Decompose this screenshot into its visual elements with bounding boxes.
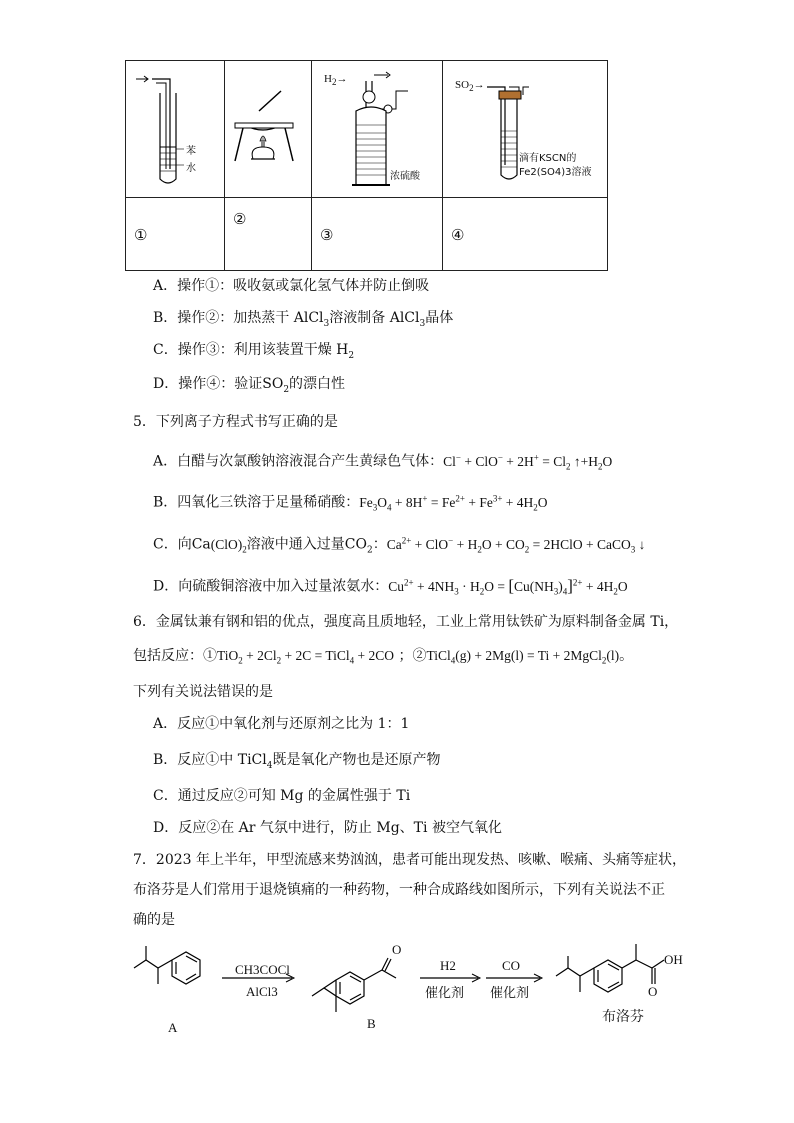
q5-option-a	[153, 447, 612, 476]
h2-in-label: $H_2\to$	[324, 73, 348, 88]
option-text: 既是氧化产物也是还原产物	[272, 752, 441, 768]
apparatus-3-number-cell	[312, 198, 443, 271]
q4-option-d	[153, 374, 345, 400]
subscript: 2	[348, 350, 355, 361]
reagent-2-top: H2	[440, 958, 456, 973]
subscript: 3	[419, 318, 426, 329]
so2-subscript: 2	[469, 83, 474, 94]
iron-sulfate-label: Fe2(SO4)3溶液	[519, 167, 592, 178]
reaction-1: $TiO_2 + 2Cl_2 + 2C$ = TiCl$_4$ + 2CO	[217, 648, 395, 666]
reaction-2-marker: ②	[412, 648, 427, 664]
reagent-3-top: CO	[502, 958, 521, 973]
option-letter: C．	[153, 342, 178, 358]
reaction-2: TiCl$_4$(g) + 2Mg(l) = Ti + 2MgCl$_2$(l)	[426, 648, 620, 666]
apparatus-1-number-cell	[126, 198, 225, 271]
equation-a: $Cl^- + ClO^- + 2H^+ = Cl_2$ $↑+H_2O$	[443, 452, 613, 472]
q7-stem-line1: 7．2023 年上半年，甲型流感来势汹汹，患者可能出现发热、咳嗽、喉痛、头痛等症状，	[133, 852, 686, 868]
q7-stem-line3: 确的是	[133, 912, 175, 928]
q6-option-d	[153, 818, 502, 838]
subscript: 3	[323, 318, 330, 329]
ketone-oxygen-label: O	[392, 942, 402, 957]
option-letter: C．	[153, 536, 178, 553]
q5-stem: 5．下列离子方程式书写正确的是	[133, 414, 338, 430]
q6-stem-line1: 6．金属钛兼有钢和铝的优点，强度高且质地轻，工业上常用钛铁矿为原料制备金属 Ti，	[133, 614, 679, 630]
q6-stem-line3: 下列有关说法错误的是	[133, 684, 273, 700]
apparatus-table	[125, 60, 608, 271]
carboxyl-o-label: O	[648, 984, 658, 999]
option-text: 晶体	[425, 310, 454, 326]
q4-option-c	[153, 340, 354, 366]
option-letter: B．	[153, 494, 178, 511]
tube-with-benzene-water-drawing	[126, 61, 224, 197]
q6-option-a	[153, 714, 409, 734]
apparatus-1-number: ①	[134, 226, 148, 244]
reaction-1-marker: ①	[203, 648, 217, 664]
compound-a-structure	[134, 946, 200, 984]
so2-symbol: SO	[455, 79, 470, 91]
apparatus-2-number-cell	[225, 198, 312, 271]
option-letter: A．	[153, 453, 178, 470]
subscript: 2	[283, 384, 290, 395]
option-text: 向Ca	[177, 536, 211, 553]
option-letter: A．	[153, 716, 178, 732]
subscript: 4	[266, 760, 273, 771]
gas-washing-bottle-drawing	[312, 61, 442, 197]
apparatus-2-image	[225, 61, 312, 198]
option-letter: B．	[153, 310, 178, 326]
subscript: 2	[366, 545, 373, 556]
option-text: 向硫酸铜溶液中加入过量浓氨水：	[178, 578, 389, 595]
equation-b: $Fe_3O_4 + 8H^+ = Fe^{2+} + Fe^{3+} + 4H_2O$	[359, 493, 548, 513]
stem-text: 包括反应：	[133, 648, 203, 664]
option-text: ：	[372, 536, 387, 553]
option-text: 通过反应②可知 Mg 的金属性强于 Ti	[177, 788, 411, 804]
option-letter: A．	[153, 278, 178, 294]
option-text: 反应①中 TiCl	[177, 752, 267, 768]
option-text: 的漂白性	[289, 376, 346, 392]
water-label: 水	[186, 163, 196, 174]
apparatus-4-image	[443, 61, 608, 198]
option-letter: B．	[153, 752, 178, 768]
option-text: 操作③：利用该装置干燥 H	[177, 342, 349, 358]
q6-option-c	[153, 786, 410, 806]
option-letter: D．	[153, 578, 179, 595]
apparatus-3-image	[312, 61, 443, 198]
kscn-label: 滴有KSCN的	[519, 153, 577, 164]
option-letter: D．	[153, 820, 179, 836]
compound-b-structure	[312, 958, 396, 1012]
compound-a-label: A	[168, 1020, 178, 1035]
apparatus-4-number: ④	[451, 226, 465, 244]
q6-option-b	[153, 750, 441, 776]
option-text: 反应②在 Ar 气氛中进行，防止 Mg、Ti 被空气氧化	[178, 820, 502, 836]
compound-b-label: B	[367, 1016, 376, 1031]
equation-d: $Cu^{2+} + 4NH_3 \cdot H_2O = [Cu(NH_3)_4]^{2+} + 4H_2O$	[388, 575, 628, 597]
reagent-1-top: CH3COCl	[235, 962, 290, 977]
q7-stem-line2: 布洛芬是人们常用于退烧镇痛的一种药物，一种合成路线如图所示，下列有关说法不正	[133, 882, 665, 898]
apparatus-2-number: ②	[233, 210, 247, 228]
apparatus-4-number-cell	[443, 198, 608, 271]
option-text: 操作④：验证SO	[178, 376, 284, 392]
option-letter: C．	[153, 788, 178, 804]
q4-option-a	[153, 276, 429, 296]
option-text: 操作②：加热蒸干 AlCl	[177, 310, 324, 326]
evaporating-dish-drawing	[225, 61, 311, 197]
equation-c: $Ca^{2+} + ClO^- + H_2O + CO_2$ = 2HClO + CaCO$_3$ ↓	[386, 535, 646, 555]
benzene-label: 苯	[186, 146, 196, 157]
option-letter: D．	[153, 376, 179, 392]
apparatus-1-image	[126, 61, 225, 198]
reagent-1-bottom: AlCl3	[246, 984, 278, 999]
q5-option-c	[153, 530, 645, 560]
ibuprofen-synthesis-scheme	[0, 940, 794, 1050]
q4-option-b	[153, 308, 453, 334]
q5-option-b	[153, 488, 548, 517]
carboxyl-oh-label: OH	[664, 952, 683, 967]
reagent-3-bottom: 催化剂	[490, 985, 530, 1000]
apparatus-3-number: ③	[320, 226, 334, 244]
option-text: 反应①中氧化剂与还原剂之比为 1：1	[177, 716, 410, 732]
conc-sulfuric-acid-label: 浓硫酸	[390, 171, 420, 182]
option-text: 溶液制备 AlCl	[329, 310, 420, 326]
h2-subscript: 2	[331, 77, 337, 88]
h2-symbol: H	[324, 73, 332, 85]
q5-option-d	[153, 572, 628, 601]
option-text: 操作①：吸收氨或氯化氢气体并防止倒吸	[177, 278, 430, 294]
clo2-group: $(ClO)_2$	[210, 536, 247, 555]
ibuprofen-label: 布洛芬	[602, 1010, 644, 1025]
q6-stem-line2: 包括反应：①TiO$_2$ + $2Cl_2 + 2C$ = TiCl$_4$ + 2CO ；②TiCl$_4$(g) + 2Mg(l) = Ti + 2MgCl$_2$(l)。	[133, 648, 634, 666]
option-text: 溶液中通入过量CO	[246, 536, 367, 553]
option-text: 白醋与次氯酸钠溶液混合产生黄绿色气体：	[177, 453, 444, 470]
option-text: 四氧化三铁溶于足量稀硝酸：	[177, 494, 360, 511]
so2-in-label: $SO_2\to$	[455, 79, 485, 94]
reagent-2-bottom: 催化剂	[425, 985, 465, 1000]
